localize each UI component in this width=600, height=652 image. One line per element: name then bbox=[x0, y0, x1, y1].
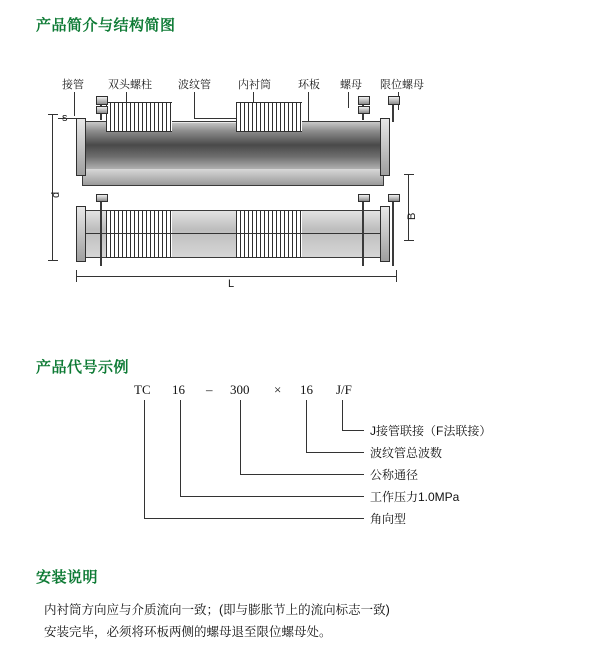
dim-tick-L-left bbox=[76, 270, 77, 282]
code-example-diagram bbox=[36, 378, 564, 538]
nut-right-section bbox=[358, 194, 370, 202]
dim-label-L: L bbox=[228, 278, 235, 290]
limit-nut-left-upper bbox=[96, 106, 108, 114]
limit-nut-right-upper bbox=[358, 106, 370, 114]
callout-label-neichentong: 内衬筒 bbox=[238, 79, 271, 91]
limit-nut-far-right bbox=[388, 96, 400, 105]
flange-right-section bbox=[380, 206, 390, 262]
code-token-dash: – bbox=[206, 382, 213, 397]
dim-tick-d-bottom bbox=[48, 260, 58, 261]
liner-sleeve-line bbox=[172, 122, 236, 123]
dim-line-d bbox=[52, 114, 53, 260]
dim-tick-d-top bbox=[48, 114, 58, 115]
code-token-tc: TC bbox=[134, 382, 151, 397]
code-leader-16b bbox=[306, 400, 307, 452]
bellows-pack-left bbox=[106, 102, 172, 132]
bellows-pack-right bbox=[236, 102, 302, 132]
code-desc-working-pressure: 工作压力1.0MPa bbox=[370, 490, 460, 504]
callout-label-huanban: 环板 bbox=[298, 79, 320, 91]
code-token-16a: 16 bbox=[172, 382, 185, 397]
code-desc-nominal-diameter: 公称通径 bbox=[370, 468, 419, 482]
code-leader-tc bbox=[144, 400, 145, 518]
section-title-installation: 安装说明 bbox=[36, 569, 99, 586]
leader-3 bbox=[194, 92, 195, 118]
code-token-300: 300 bbox=[230, 382, 250, 397]
dim-label-d: d bbox=[50, 191, 62, 198]
bellows-pack-left-section bbox=[106, 210, 172, 258]
dim-tick-s bbox=[58, 118, 78, 119]
bellows-pack-right-section bbox=[236, 210, 302, 258]
code-leader-jf bbox=[342, 400, 343, 430]
callout-label-jieguan: 接管 bbox=[62, 79, 84, 91]
dim-line-L bbox=[76, 276, 396, 277]
code-tie-jf bbox=[342, 430, 364, 431]
callout-label-luomu: 螺母 bbox=[340, 79, 362, 91]
code-desc-wave-count: 波纹管总波数 bbox=[370, 446, 443, 460]
flange-left-section bbox=[76, 206, 86, 262]
nut-right-upper bbox=[358, 96, 370, 105]
code-desc-connection: J接管联接（F法联接） bbox=[370, 424, 492, 438]
code-token-jf: J/F bbox=[336, 382, 352, 397]
flange-right-upper bbox=[380, 118, 390, 176]
tie-rod-far-right-section bbox=[392, 198, 394, 266]
dim-label-B: B bbox=[406, 212, 418, 220]
nut-left-upper bbox=[96, 96, 108, 105]
code-token-times: × bbox=[274, 382, 282, 397]
install-note-2: 安装完毕，必须将环板两侧的螺母退至限位螺母处。 bbox=[44, 625, 332, 639]
stud-far-right-upper bbox=[392, 102, 394, 122]
dim-tick-B-bottom bbox=[404, 240, 414, 241]
code-leader-16a bbox=[180, 400, 181, 496]
leader-5 bbox=[308, 92, 309, 122]
section-title-structure: 产品简介与结构简图 bbox=[36, 17, 176, 34]
code-tie-16a bbox=[180, 496, 364, 497]
callout-label-shuangtou-luozhu: 双头螺柱 bbox=[108, 79, 152, 91]
install-note-1: 内衬筒方向应与介质流向一致；(即与膨胀节上的流向标志一致) bbox=[44, 603, 390, 617]
dim-tick-B-top bbox=[404, 174, 414, 175]
code-tie-tc bbox=[144, 518, 364, 519]
structure-diagram bbox=[40, 62, 560, 292]
code-token-16b: 16 bbox=[300, 382, 313, 397]
section-title-code-example: 产品代号示例 bbox=[36, 359, 130, 376]
tie-rod-left-section bbox=[100, 198, 102, 266]
joint-body-lower-band bbox=[82, 169, 384, 186]
callout-label-bowenguan: 波纹管 bbox=[178, 79, 211, 91]
dim-line-B bbox=[408, 174, 409, 240]
dim-tick-L-right bbox=[396, 270, 397, 282]
callout-label-xianwei-luomu: 限位螺母 bbox=[380, 79, 424, 91]
code-tie-16b bbox=[306, 452, 364, 453]
code-leader-300 bbox=[240, 400, 241, 474]
tie-rod-right-section bbox=[362, 198, 364, 266]
flange-left-upper bbox=[76, 118, 86, 176]
nut-left-section bbox=[96, 194, 108, 202]
nut-far-right-section bbox=[388, 194, 400, 202]
code-tie-300 bbox=[240, 474, 364, 475]
code-desc-type: 角向型 bbox=[370, 512, 407, 526]
leader-6 bbox=[348, 92, 349, 108]
leader-1 bbox=[74, 92, 75, 116]
centerline-section bbox=[82, 233, 382, 234]
